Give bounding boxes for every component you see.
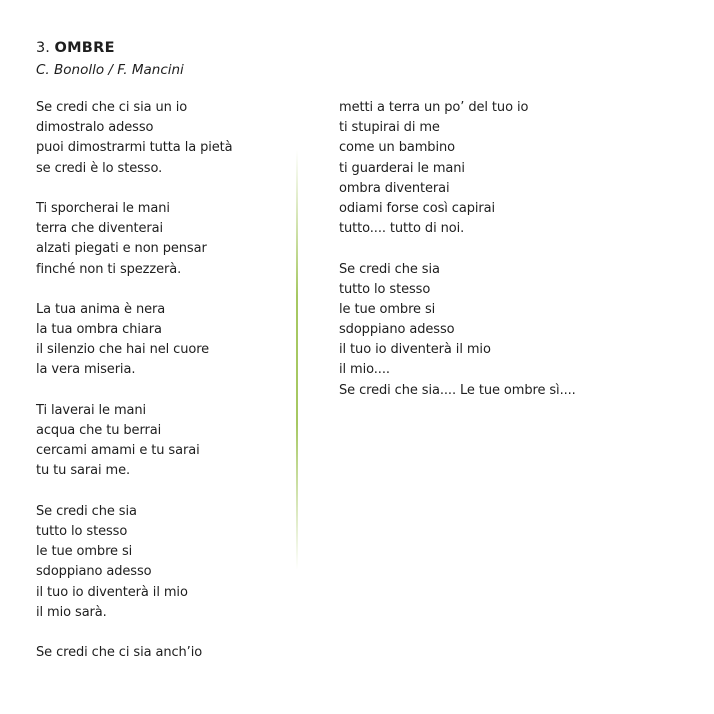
lyric-line: Ti laverai le mani [36,402,147,418]
lyrics-left-column [36,98,233,663]
stanza [36,300,233,381]
stanza [339,98,576,239]
lyric-line: sdoppiano adesso [36,564,152,580]
lyric-line: le tue ombre si [339,301,436,317]
lyric-line: sdoppiano adesso [339,322,455,338]
lyrics-right-column [339,98,576,401]
lyric-line: puoi dimostrarmi tutta la pietà [36,140,233,156]
song-authors: C. Bonollo / F. Mancini [36,62,184,78]
lyric-line: dimostralo adesso [36,120,154,136]
stanza [36,401,233,482]
lyric-line: cercami amami e tu sarai [36,443,200,459]
lyric-line: finché non ti spezzerà. [36,261,182,277]
column-divider [296,150,298,570]
lyric-line: tutto lo stesso [36,523,128,539]
lyric-line: se credi è lo stesso. [36,160,163,176]
lyric-line: il tuo io diventerà il mio [36,584,188,600]
lyric-line: tutto lo stesso [339,281,431,297]
stanza [36,199,233,280]
lyric-line: il tuo io diventerà il mio [339,342,491,358]
lyric-line: il mio sarà. [36,604,107,620]
lyric-line: La tua anima è nera [36,301,166,317]
lyric-line: Se credi che ci sia anch’io [36,645,203,661]
lyric-line: metti a terra un po’ del tuo io [339,100,529,115]
lyric-line: la tua ombra chiara [36,322,162,338]
stanza [36,98,233,179]
lyric-line: Se credi che ci sia un io [36,100,188,115]
lyric-line: ombra diventerai [339,180,450,196]
lyric-line: Se credi che sia [339,261,440,277]
lyric-line: le tue ombre si [36,544,133,560]
lyric-line: la vera miseria. [36,362,136,378]
stanza [36,502,233,623]
track-title: OMBRE [54,40,115,56]
lyric-line: ti guarderai le mani [339,160,465,176]
lyric-line: Ti sporcherai le mani [36,200,170,216]
track-number: 3. [36,40,50,56]
lyric-line: tutto.... tutto di noi. [339,221,465,237]
lyric-line: odiami forse così capirai [339,200,495,216]
lyric-line: il silenzio che hai nel cuore [36,342,210,358]
lyric-line: il mio.... [339,362,390,378]
lyric-line: terra che diventerai [36,221,163,237]
lyric-line: alzati piegati e non pensar [36,241,207,257]
lyric-line: Se credi che sia.... Le tue ombre sì.... [339,382,576,398]
lyric-line: tu tu sarai me. [36,463,131,479]
stanza [36,643,233,663]
stanza [339,260,576,401]
lyric-line: come un bambino [339,140,455,156]
lyric-line: Se credi che sia [36,503,137,519]
song-title [36,38,115,58]
lyric-line: acqua che tu berrai [36,423,162,438]
lyric-line: ti stupirai di me [339,120,440,136]
